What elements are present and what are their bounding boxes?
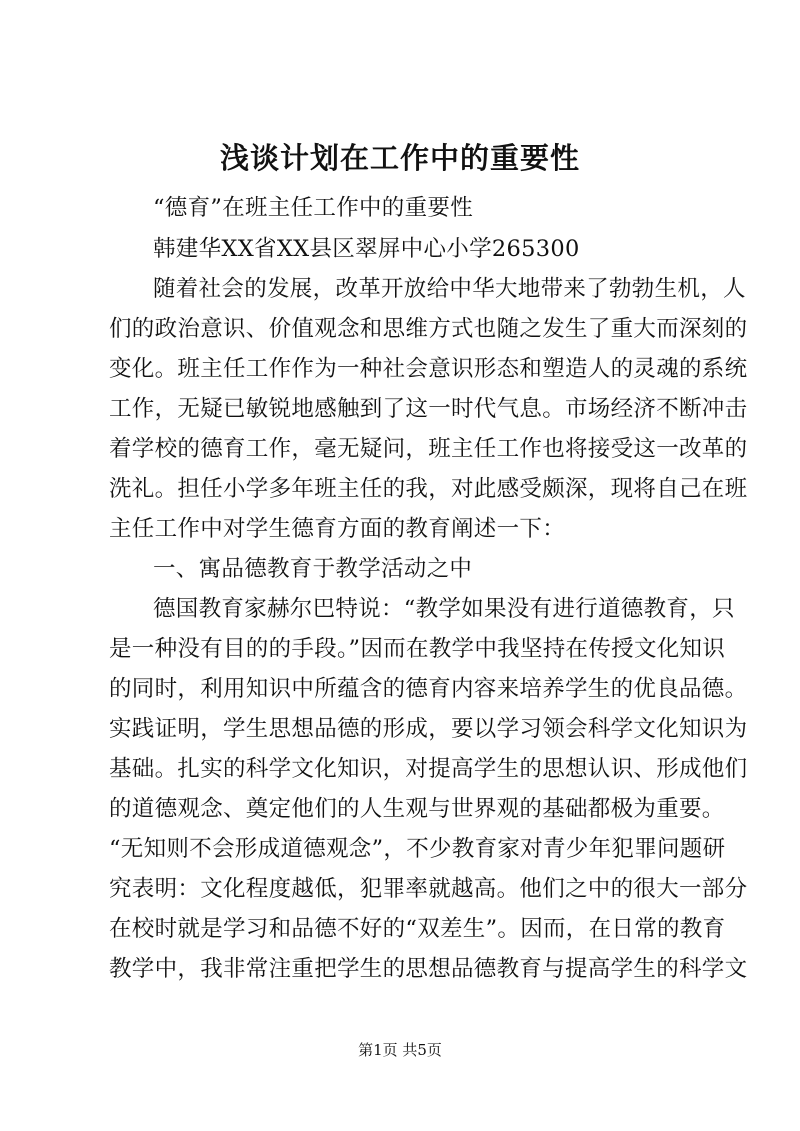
author-line: 韩建华XX省XX县区翠屏中心小学265300 — [153, 236, 580, 262]
paragraph-line: 的同时，利用知识中所蕴含的德育内容来培养学生的优良品德。 — [109, 676, 748, 702]
paragraph-line: 着学校的德育工作，毫无疑问，班主任工作也将接受这一改革的 — [109, 436, 748, 462]
paragraph-line: “无知则不会形成道德观念”，不少教育家对青少年犯罪问题研 — [109, 836, 726, 862]
paragraph-line: 在校时就是学习和品德不好的“双差生”。因而，在日常的教育 — [109, 916, 726, 942]
paragraph-line: 教学中，我非常注重把学生的思想品德教育与提高学生的科学文 — [109, 956, 748, 982]
paragraph-line: 是一种没有目的的手段。”因而在教学中我坚持在传授文化知识 — [109, 636, 726, 662]
paragraph-line: 实践证明，学生思想品德的形成，要以学习领会科学文化知识为 — [109, 716, 748, 742]
paragraph-line: 的道德观念、奠定他们的人生观与世界观的基础都极为重要。 — [109, 796, 725, 822]
subtitle: “德育”在班主任工作中的重要性 — [153, 195, 474, 221]
paragraph-line: 主任工作中对学生德育方面的教育阐述一下： — [109, 516, 566, 542]
paragraph-line: 究表明：文化程度越低，犯罪率就越高。他们之中的很大一部分 — [109, 876, 748, 902]
section-heading: 一、寓品德教育于教学活动之中 — [153, 556, 473, 582]
paragraph-line: 变化。班主任工作作为一种社会意识形态和塑造人的灵魂的系统 — [109, 356, 748, 382]
paragraph-line: 德国教育家赫尔巴特说：“教学如果没有进行道德教育，只 — [153, 596, 735, 622]
paragraph-line: 随着社会的发展，改革开放给中华大地带来了勃勃生机，人 — [153, 276, 746, 302]
paragraph-line: 们的政治意识、价值观念和思维方式也随之发生了重大而深刻的 — [109, 316, 748, 342]
paragraph-line: 洗礼。担任小学多年班主任的我，对此感受颇深，现将自己在班 — [109, 476, 748, 502]
document-title: 浅谈计划在工作中的重要性 — [219, 141, 580, 175]
page-number-footer: 第1页 共5页 — [358, 1041, 442, 1059]
paragraph-line: 工作，无疑已敏锐地感触到了这一时代气息。市场经济不断冲击 — [109, 396, 748, 422]
paragraph-line: 基础。扎实的科学文化知识，对提高学生的思想认识、形成他们 — [109, 756, 748, 782]
